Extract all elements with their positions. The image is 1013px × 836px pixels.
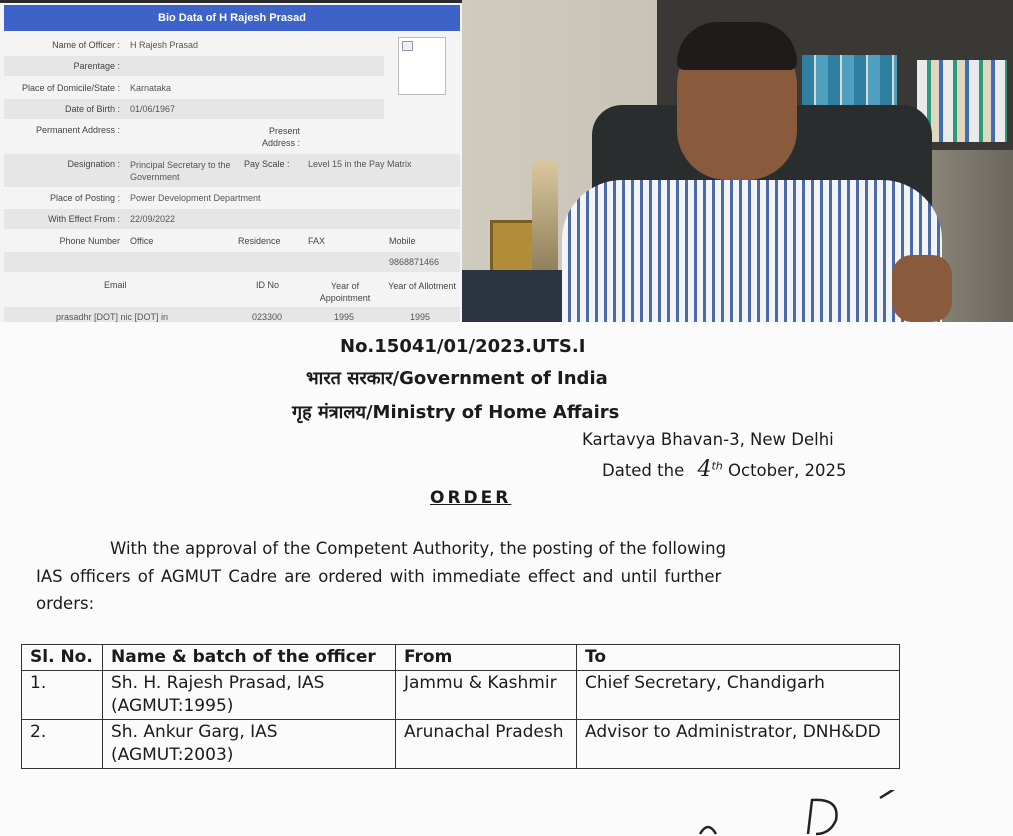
effect-label: With Effect From :: [48, 214, 120, 224]
trophy: [532, 160, 558, 280]
fax-label: FAX: [308, 236, 326, 246]
header-from: From: [396, 645, 577, 671]
bio-data-card: [0, 0, 462, 322]
payscale-label: Pay Scale :: [244, 159, 290, 169]
order-heading: ORDER: [430, 488, 512, 508]
designation-value: Principal Secretary to the Government: [130, 160, 231, 182]
effect-value: 22/09/2022: [130, 214, 176, 224]
order-date: [602, 457, 847, 482]
name-value: H Rajesh Prasad: [130, 40, 199, 50]
row-1-sl: 1.: [22, 671, 103, 720]
order-body-line-1: With the approval of the Competent Authority, the posting of the following: [110, 539, 727, 558]
office-address: Kartavya Bhavan-3, New Delhi: [582, 430, 834, 449]
row-parentage: [4, 56, 384, 76]
year-appointment-value: 1995: [334, 312, 355, 322]
row-phone-headers: [4, 231, 460, 251]
row-2-name: Sh. Ankur Garg, IAS (AGMUT:2003): [103, 720, 396, 769]
dob-label: Date of Birth :: [64, 104, 120, 114]
present-address-label: Present Address :: [261, 126, 300, 148]
domicile-value: Karnataka: [130, 83, 172, 93]
row-email-headers: [4, 273, 460, 306]
header-sl-no: Sl. No.: [22, 645, 103, 671]
year-allotment-label: Year of Allotment: [388, 281, 456, 291]
row-domicile: [4, 78, 460, 98]
mobile-label: Mobile: [389, 236, 416, 246]
idno-label: ID No: [256, 280, 280, 290]
signature: [690, 790, 910, 836]
row-designation: [4, 154, 460, 187]
order-body-line-3: orders:: [36, 594, 95, 613]
parentage-label: Parentage :: [73, 61, 120, 71]
row-effect: [4, 209, 460, 229]
row-address: [4, 120, 460, 153]
ministry-header: गृह मंत्रालय/Ministry of Home Affairs: [292, 402, 620, 423]
email-label: Email: [104, 280, 127, 290]
domicile-label: Place of Domicile/State :: [21, 83, 120, 93]
table-row: [22, 671, 900, 720]
header-to: To: [577, 645, 900, 671]
row-dob: [4, 99, 384, 119]
row-name: [4, 35, 460, 55]
row-1-from: Jammu & Kashmir: [396, 671, 577, 720]
posting-label: Place of Posting :: [49, 193, 120, 203]
year-appointment-label: Year of Appointment: [319, 281, 371, 303]
date-rest: October, 2025: [728, 461, 847, 480]
striped-shirt: [562, 180, 942, 322]
dob-value: 01/06/1967: [130, 104, 176, 114]
order-document: [0, 322, 1013, 836]
date-suffix: th: [711, 459, 723, 473]
officer-office-photo: [462, 0, 1013, 322]
idno-value: 023300: [252, 312, 283, 322]
table-row: [22, 720, 900, 769]
order-body-line-2: IAS officers of AGMUT Cadre are ordered with immediate effect and until further: [36, 567, 722, 586]
office-label: Office: [130, 236, 154, 246]
order-number: No.15041/01/2023.UTS.I: [340, 336, 586, 357]
name-label: Name of Officer :: [52, 40, 120, 50]
designation-label: Designation :: [67, 159, 120, 169]
date-day-handwritten: 4: [697, 457, 712, 482]
phone-label: Phone Number: [59, 236, 120, 246]
row-1-name: Sh. H. Rajesh Prasad, IAS (AGMUT:1995): [103, 671, 396, 720]
row-2-sl: 2.: [22, 720, 103, 769]
books-left: [802, 55, 897, 110]
posting-value: Power Development Department: [130, 193, 261, 203]
email-value: prasadhr [DOT] nic [DOT] in: [56, 312, 169, 322]
row-posting: [4, 188, 460, 208]
residence-label: Residence: [238, 236, 281, 246]
posting-table: [21, 644, 900, 769]
row-2-from: Arunachal Pradesh: [396, 720, 577, 769]
row-phone-values: [4, 252, 460, 272]
row-email-values: [4, 307, 460, 322]
year-allotment-value: 1995: [410, 312, 431, 322]
hand: [892, 255, 952, 322]
permanent-address-label: Permanent Address :: [35, 125, 120, 135]
payscale-value: Level 15 in the Pay Matrix: [308, 159, 412, 169]
row-1-to: Chief Secretary, Chandigarh: [577, 671, 900, 720]
table-header-row: [22, 645, 900, 671]
government-header: भारत सरकार/Government of India: [306, 368, 608, 389]
date-prefix: Dated the: [602, 461, 685, 480]
header-name: Name & batch of the officer: [103, 645, 396, 671]
row-2-to: Advisor to Administrator, DNH&DD: [577, 720, 900, 769]
hair: [677, 22, 797, 70]
bio-data-title: Bio Data of H Rajesh Prasad: [4, 5, 460, 31]
mobile-value: 9868871466: [389, 257, 440, 267]
